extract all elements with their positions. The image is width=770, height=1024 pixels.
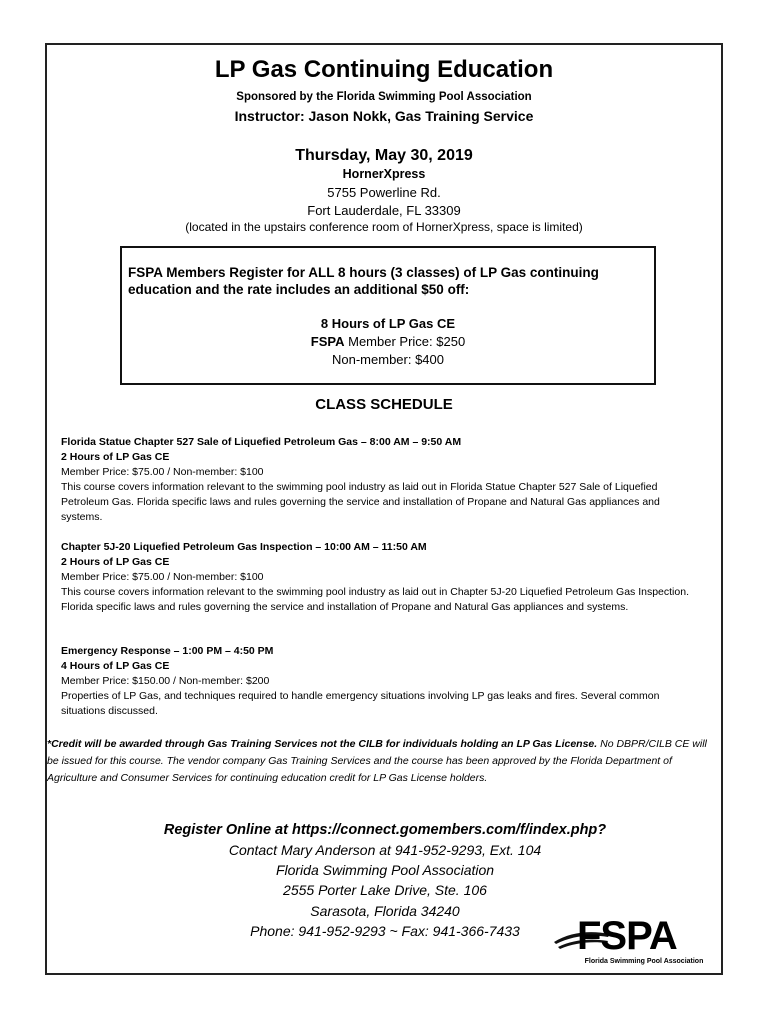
promo-member-label: FSPA — [310, 334, 345, 349]
fspa-logo — [552, 914, 718, 970]
instructor-line: Instructor: Jason Nokk, Gas Training Service — [234, 108, 534, 124]
phone-fax: Phone: 941-952-9293 ~ Fax: 941-366-7433 — [250, 923, 520, 939]
logo-subtitle: Florida Swimming Pool Association — [584, 958, 704, 965]
event-venue: HornerXpress — [342, 167, 426, 181]
class-title: Chapter 5J-20 Liquefied Petroleum Gas Inspection – 10:00 AM – 11:50 AM — [61, 541, 427, 553]
class-title: Emergency Response – 1:00 PM – 4:50 PM — [61, 645, 274, 657]
class-price: Member Price: $75.00 / Non-member: $100 — [61, 571, 264, 583]
class-hours: 2 Hours of LP Gas CE — [61, 556, 170, 568]
schedule-title: CLASS SCHEDULE — [315, 396, 453, 413]
org-city: Sarasota, Florida 34240 — [310, 903, 460, 919]
promo-nonmember-price: Non-member: $400 — [332, 352, 444, 367]
logo-wordmark: FSPA — [577, 914, 677, 958]
promo-member-price — [120, 334, 656, 349]
credit-notice-rest: No DBPR/CILB CE will be issued for this course. The vendor company Gas Training Services and the course has been approved by the Florida Department of Agriculture and Consumer Services for continuing education credit for LP Gas License holders. — [47, 738, 707, 784]
org-street: 2555 Porter Lake Drive, Ste. 106 — [283, 882, 487, 898]
class-description: This course covers information relevant to the swimming pool industry as laid out in Chapter 5J-20 Liquefied Petroleum Gas Inspection. Florida specific laws and rules governing the service and installation of Propane and Natural Gas appliances and systems. — [61, 586, 689, 613]
promo-hours: 8 Hours of LP Gas CE — [320, 316, 456, 331]
class-item — [61, 540, 701, 615]
contact-line: Contact Mary Anderson at 941-952-9293, Ext. 104 — [228, 842, 542, 858]
class-title: Florida Statue Chapter 527 Sale of Liquefied Petroleum Gas – 8:00 AM – 9:50 AM — [61, 436, 462, 448]
class-hours: 4 Hours of LP Gas CE — [61, 660, 170, 672]
org-name: Florida Swimming Pool Association — [275, 862, 495, 878]
class-item — [61, 435, 701, 525]
credit-notice-bold: *Credit will be awarded through Gas Training Services not the CILB for individuals holding an LP Gas License. — [47, 738, 598, 750]
class-item — [61, 644, 701, 719]
page-title: LP Gas Continuing Education — [214, 56, 554, 83]
promo-member-price-value: Member Price: $250 — [344, 334, 466, 349]
event-location-note: (located in the upstairs conference room of HornerXpress, space is limited) — [185, 220, 583, 234]
event-address-city: Fort Lauderdale, FL 33309 — [307, 203, 461, 218]
class-description: This course covers information relevant to the swimming pool industry as laid out in Florida Statue Chapter 527 Sale of Liquefied Petroleum Gas. Florida specific laws and rules governing the service and installation of Propane and Natural Gas appliances and systems. — [61, 481, 660, 523]
event-address-street: 5755 Powerline Rd. — [327, 185, 441, 200]
register-online-link[interactable]: Register Online at https://connect.gomembers.com/f/index.php? — [163, 822, 607, 838]
class-price: Member Price: $150.00 / Non-member: $200 — [61, 675, 270, 687]
sponsor-line: Sponsored by the Florida Swimming Pool Association — [236, 91, 532, 103]
class-description: Properties of LP Gas, and techniques required to handle emergency situations involving LP gas leaks and fires. Several common situations discussed. — [61, 690, 660, 717]
class-price: Member Price: $75.00 / Non-member: $100 — [61, 466, 264, 478]
event-date: Thursday, May 30, 2019 — [295, 147, 473, 164]
class-hours: 2 Hours of LP Gas CE — [61, 451, 170, 463]
promo-text: FSPA Members Register for ALL 8 hours (3 classes) of LP Gas continuing education and the rate includes an additional $50 off: — [128, 265, 599, 297]
credit-notice — [47, 736, 707, 787]
